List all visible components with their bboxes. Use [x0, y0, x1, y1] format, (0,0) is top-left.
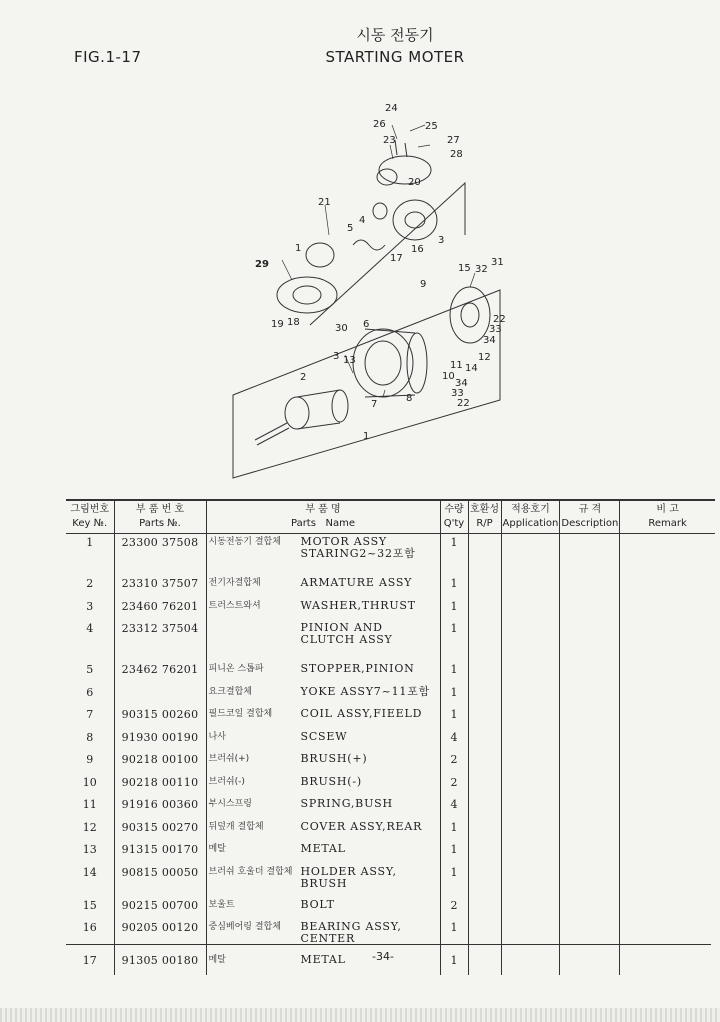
key-cell: 1: [86, 536, 94, 549]
part-name-english: SCSEW: [300, 729, 348, 743]
parts-table: [66, 499, 715, 975]
description-cell: [560, 706, 620, 729]
application-cell: [501, 919, 560, 952]
part-name-cell: [206, 897, 440, 920]
key-header: 그림번호 Key №.: [66, 500, 114, 534]
key-cell: 8: [86, 730, 94, 744]
part-number-cell: 23460 76201: [114, 598, 206, 621]
remark-cell: [620, 952, 715, 975]
application-cell: [501, 729, 560, 752]
part-name-korean: 메탈: [208, 844, 226, 854]
rp-cell: [468, 661, 501, 684]
part-name-english: ARMATURE ASSY: [300, 576, 413, 589]
svg-text:27: 27: [447, 135, 460, 146]
rp-cell: [468, 598, 501, 621]
key-cell: 17: [82, 954, 97, 967]
solenoid-drawing: [377, 140, 431, 185]
svg-text:33: 33: [489, 324, 502, 335]
svg-text:30: 30: [335, 323, 348, 334]
application-cell: [501, 796, 560, 819]
svg-text:31: 31: [491, 257, 504, 268]
svg-text:20: 20: [408, 177, 421, 188]
remark-cell: [620, 661, 715, 684]
application-cell: [501, 620, 560, 661]
part-name-cell: [206, 864, 440, 897]
remark-cell: [620, 796, 715, 819]
part-name-korean: 메탈: [208, 955, 226, 965]
description-cell: [560, 819, 620, 842]
part-number-cell: 90218 00110: [114, 774, 206, 797]
part-number-cell: 90218 00100: [114, 751, 206, 774]
part-name-cell: [206, 774, 440, 797]
table-row: [66, 534, 715, 576]
rp-cell: [468, 751, 501, 774]
key-cell: 3: [86, 599, 94, 613]
page-title-korean: 시동 전동기: [356, 26, 434, 44]
part-number-cell: 91916 00360: [114, 796, 206, 819]
part-number-cell: 91315 00170: [114, 841, 206, 864]
svg-text:1: 1: [363, 431, 370, 442]
table-row: [66, 620, 715, 661]
part-name-korean: 브러쉬(-): [208, 776, 245, 787]
application-cell: [501, 841, 560, 864]
description-cell: [560, 796, 620, 819]
svg-text:19: 19: [271, 319, 284, 330]
table-row: [66, 575, 715, 598]
part-name-cell: [206, 952, 440, 975]
qty-cell: 1: [440, 620, 468, 661]
key-cell: 15: [82, 898, 97, 912]
description-cell: [560, 952, 620, 975]
part-name-cell: [206, 684, 440, 707]
application-cell: [501, 751, 560, 774]
table-row: [66, 751, 715, 774]
part-name-korean: 피니온 스톱파: [208, 664, 264, 674]
svg-text:34: 34: [455, 378, 468, 389]
part-name-english: BEARING ASSY, CENTER: [300, 920, 402, 945]
table-row: [66, 661, 715, 684]
remark-cell: [620, 774, 715, 797]
remark-cell: [620, 620, 715, 661]
table-row: [66, 897, 715, 920]
part-name-korean: 뒤덮개 결합체: [208, 821, 264, 832]
application-cell: [501, 661, 560, 684]
page-title: STARTING MOTER: [325, 48, 465, 66]
table-row: [66, 729, 715, 752]
part-name-cell: [206, 661, 440, 684]
rp-cell: [468, 897, 501, 920]
rp-cell: [468, 774, 501, 797]
svg-text:3: 3: [333, 351, 340, 362]
svg-text:3: 3: [438, 235, 445, 246]
svg-text:11: 11: [450, 360, 463, 371]
rp-cell: [468, 575, 501, 598]
remark-cell: [620, 919, 715, 952]
svg-text:17: 17: [390, 253, 403, 264]
qty-cell: 1: [440, 575, 468, 598]
qty-cell: 1: [440, 598, 468, 621]
application-cell: [501, 864, 560, 897]
part-number-cell: 90315 00270: [114, 819, 206, 842]
application-cell: [501, 598, 560, 621]
qty-cell: 2: [440, 897, 468, 920]
part-name-english: PINION AND CLUTCH ASSY: [300, 621, 393, 646]
qty-cell: 1: [440, 952, 468, 975]
pinion-housing-drawing: [353, 200, 437, 250]
remark-cell: [620, 706, 715, 729]
part-name-english: STOPPER,PINION: [300, 662, 415, 675]
key-cell: 11: [82, 798, 97, 811]
svg-text:32: 32: [475, 264, 488, 275]
part-name-english: BRUSH(-): [300, 774, 362, 788]
rp-cell: [468, 952, 501, 975]
part-name-english: METAL: [300, 953, 346, 966]
description-cell: [560, 729, 620, 752]
key-cell: 6: [86, 685, 94, 699]
svg-text:6: 6: [363, 319, 370, 330]
table-row: [66, 796, 715, 819]
key-cell: 16: [82, 921, 97, 934]
qty-cell: 1: [440, 819, 468, 842]
qty-cell: 1: [440, 841, 468, 864]
table-row: [66, 864, 715, 897]
part-number-cell: 91930 00190: [114, 729, 206, 752]
part-name-cell: [206, 598, 440, 621]
application-cell: [501, 774, 560, 797]
part-name-korean: 브러쉬(+): [208, 754, 250, 764]
scan-edge: [0, 1008, 720, 1022]
application-cell: [501, 952, 560, 975]
part-name-korean: 중심베어링 결합체: [208, 922, 281, 932]
description-cell: [560, 774, 620, 797]
remark-cell: [620, 729, 715, 752]
description-cell: [560, 598, 620, 621]
part-name-cell: [206, 796, 440, 819]
svg-text:9: 9: [420, 279, 427, 290]
part-name-cell: [206, 751, 440, 774]
part-name-cell: [206, 919, 440, 952]
remark-cell: [620, 575, 715, 598]
rp-cell: [468, 620, 501, 661]
rp-cell: [468, 534, 501, 576]
parts-number-header: 부 품 번 호 Parts №.: [114, 500, 206, 534]
svg-text:24: 24: [385, 103, 398, 114]
svg-text:34: 34: [483, 335, 496, 346]
qty-cell: 2: [440, 751, 468, 774]
table-header-row: [66, 500, 715, 534]
remark-cell: [620, 841, 715, 864]
svg-text:16: 16: [411, 244, 424, 255]
svg-text:7: 7: [371, 399, 378, 410]
key-cell: 7: [86, 708, 94, 721]
remark-header: 비 고 Remark: [620, 500, 715, 534]
description-cell: [560, 684, 620, 707]
qty-cell: 1: [440, 919, 468, 952]
rp-cell: [468, 684, 501, 707]
part-number-cell: 90215 00700: [114, 897, 206, 920]
description-cell: [560, 841, 620, 864]
part-number-cell: [114, 684, 206, 707]
part-name-english: MOTOR ASSY STARING2~32포함: [300, 535, 416, 560]
description-cell: [560, 897, 620, 920]
svg-text:28: 28: [450, 149, 463, 160]
remark-cell: [620, 534, 715, 576]
rp-cell: [468, 796, 501, 819]
part-name-english: YOKE ASSY7~11포함: [300, 684, 431, 698]
key-cell: 2: [86, 577, 94, 590]
svg-text:23: 23: [383, 135, 396, 146]
remark-cell: [620, 598, 715, 621]
part-number-cell: 23462 76201: [114, 661, 206, 684]
svg-text:22: 22: [493, 314, 506, 325]
part-name-korean: 전기자결합체: [208, 578, 261, 588]
key-cell: 5: [86, 663, 94, 676]
exploded-parts-diagram: [225, 95, 515, 485]
remark-cell: [620, 864, 715, 897]
description-cell: [560, 751, 620, 774]
rp-cell: [468, 729, 501, 752]
part-name-korean: 나사: [208, 731, 226, 742]
table-row: [66, 819, 715, 842]
qty-cell: 1: [440, 706, 468, 729]
part-name-english: BOLT: [300, 897, 335, 911]
svg-text:2: 2: [300, 372, 307, 383]
remark-cell: [620, 897, 715, 920]
description-header: 규 격 Description: [560, 500, 620, 534]
key-cell: 13: [82, 843, 97, 856]
part-name-korean: 필드코일 결합체: [208, 709, 273, 719]
part-number-cell: 90315 00260: [114, 706, 206, 729]
yoke-drawing: [353, 329, 427, 397]
part-number-cell: 90815 00050: [114, 864, 206, 897]
part-name-english: METAL: [300, 842, 346, 855]
part-name-cell: [206, 819, 440, 842]
part-number-cell: 23310 37507: [114, 575, 206, 598]
part-name-cell: [206, 841, 440, 864]
part-name-korean: 브러쉬 호울더 결합체: [208, 866, 293, 877]
qty-cell: 4: [440, 729, 468, 752]
part-number-cell: 23312 37504: [114, 620, 206, 661]
svg-text:13: 13: [343, 355, 356, 366]
part-name-korean: 요크결합체: [208, 686, 252, 697]
application-cell: [501, 575, 560, 598]
key-cell: 10: [82, 775, 97, 789]
description-cell: [560, 661, 620, 684]
rp-cell: [468, 841, 501, 864]
rp-cell: [468, 864, 501, 897]
application-cell: [501, 819, 560, 842]
qty-header: 수량 Q'ty: [440, 500, 468, 534]
part-name-cell: [206, 620, 440, 661]
part-name-cell: [206, 706, 440, 729]
svg-text:25: 25: [425, 121, 438, 132]
part-name-english: COIL ASSY,FIEELD: [300, 707, 423, 720]
svg-text:4: 4: [359, 215, 366, 226]
svg-text:5: 5: [347, 223, 354, 234]
description-cell: [560, 534, 620, 576]
part-name-cell: [206, 575, 440, 598]
rp-header: 호환성 R/P: [468, 500, 501, 534]
svg-text:26: 26: [373, 119, 386, 130]
svg-text:21: 21: [318, 197, 331, 208]
part-name-english: SPRING,BUSH: [300, 797, 393, 810]
part-name-korean: 시동전동기 결합체: [208, 537, 281, 547]
page-number: -34-: [372, 950, 394, 963]
key-cell: 14: [82, 865, 97, 879]
table-row: [66, 774, 715, 797]
description-cell: [560, 864, 620, 897]
svg-text:22: 22: [457, 398, 470, 409]
application-cell: [501, 897, 560, 920]
part-number-cell: 23300 37508: [114, 534, 206, 576]
table-row: [66, 684, 715, 707]
qty-cell: 1: [440, 661, 468, 684]
qty-cell: 1: [440, 684, 468, 707]
application-cell: [501, 684, 560, 707]
table-row: [66, 706, 715, 729]
part-name-english: WASHER,THRUST: [300, 598, 416, 612]
parts-name-header: 부 품 명 Parts Name: [206, 500, 440, 534]
table-row: [66, 919, 715, 952]
qty-cell: 2: [440, 774, 468, 797]
qty-cell: 1: [440, 864, 468, 897]
svg-text:10: 10: [442, 371, 455, 382]
part-name-cell: [206, 729, 440, 752]
table-row: [66, 841, 715, 864]
armature-drawing: [255, 390, 348, 445]
part-number-cell: 91305 00180: [114, 952, 206, 975]
remark-cell: [620, 751, 715, 774]
table-row: [66, 598, 715, 621]
svg-text:15: 15: [458, 263, 471, 274]
qty-cell: 4: [440, 796, 468, 819]
rp-cell: [468, 919, 501, 952]
svg-text:18: 18: [287, 317, 300, 328]
key-cell: 12: [82, 820, 97, 834]
part-name-cell: [206, 534, 440, 576]
leader-lines: [282, 125, 475, 397]
part-name-korean: 부시스프링: [208, 799, 252, 809]
figure-number: FIG.1-17: [74, 48, 142, 66]
application-cell: [501, 534, 560, 576]
rp-cell: [468, 706, 501, 729]
svg-text:8: 8: [406, 393, 413, 404]
remark-cell: [620, 819, 715, 842]
key-cell: 9: [86, 753, 94, 766]
part-name-english: BRUSH(+): [300, 752, 368, 765]
svg-text:33: 33: [451, 388, 464, 399]
bottom-rule: [66, 944, 711, 945]
description-cell: [560, 919, 620, 952]
rp-cell: [468, 819, 501, 842]
description-cell: [560, 620, 620, 661]
svg-text:1: 1: [295, 243, 302, 254]
part-name-english: HOLDER ASSY, BRUSH: [300, 864, 397, 890]
svg-text:14: 14: [465, 363, 478, 374]
svg-text:29: 29: [255, 259, 269, 270]
description-cell: [560, 575, 620, 598]
part-number-cell: 90205 00120: [114, 919, 206, 952]
application-cell: [501, 706, 560, 729]
qty-cell: 1: [440, 534, 468, 576]
application-header: 적용호기 Application: [501, 500, 560, 534]
front-cover-drawing: [277, 243, 337, 313]
part-name-english: COVER ASSY,REAR: [300, 819, 423, 833]
part-name-korean: 보울트: [208, 899, 235, 910]
part-name-korean: [207, 620, 299, 648]
key-cell: 4: [86, 622, 94, 635]
svg-text:12: 12: [478, 352, 491, 363]
remark-cell: [620, 684, 715, 707]
part-name-korean: 트러스트와셔: [208, 600, 261, 611]
